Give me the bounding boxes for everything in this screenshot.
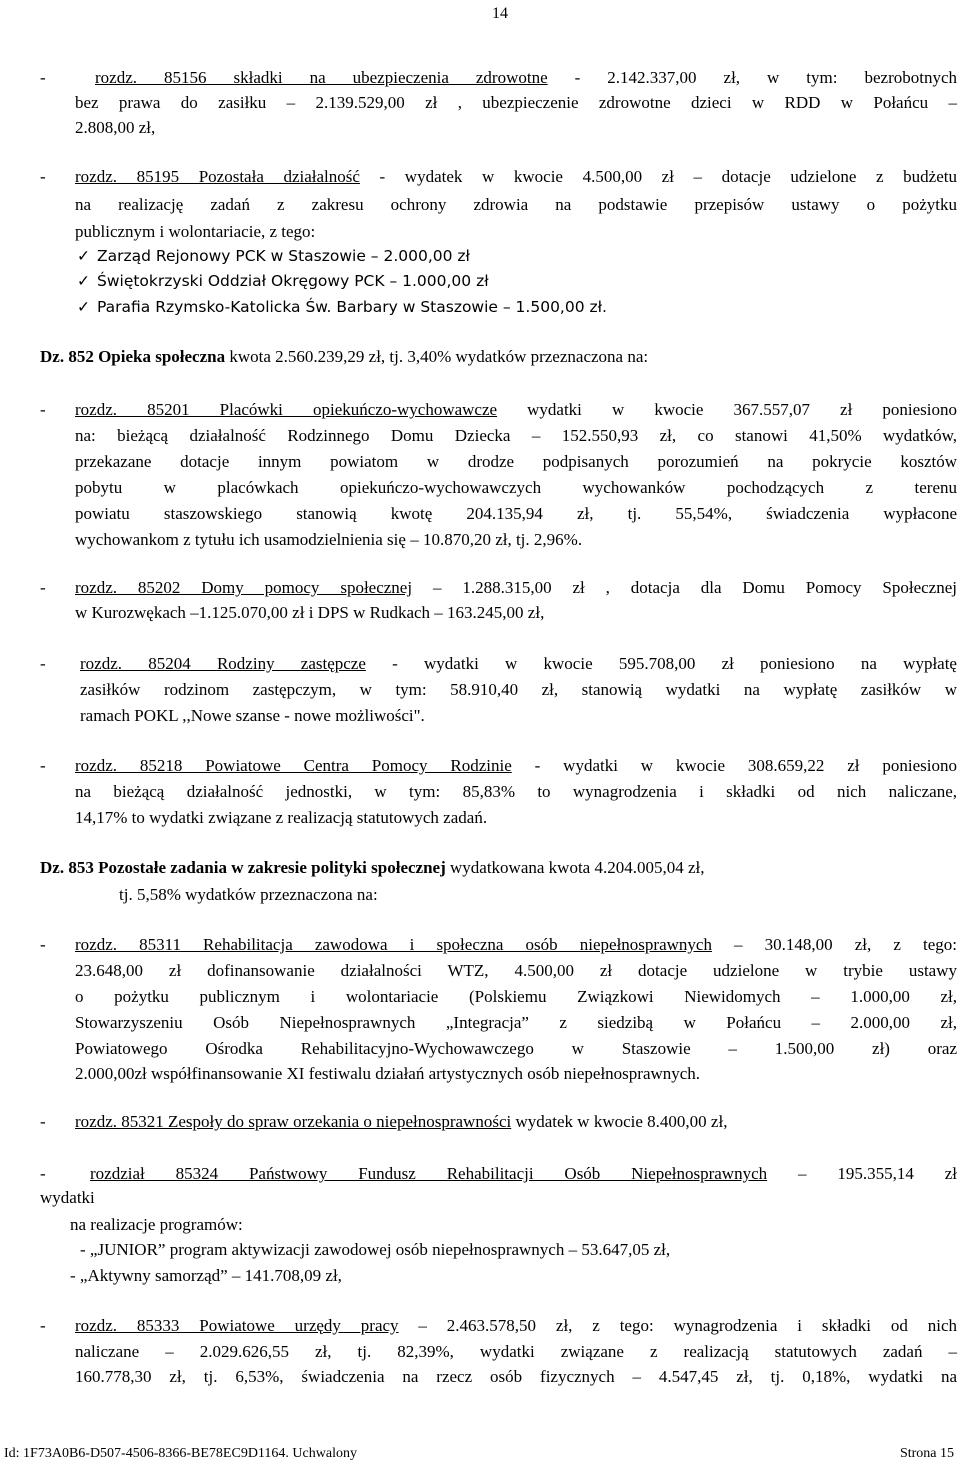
- section-heading-853: [40, 856, 705, 879]
- item-85333-line3: 160.778,30 zł, tj. 6,53%, świadczenia na rzecz osób fizycznych – 4.547,45 zł, tj. 0,18%, wydatki na: [75, 1367, 957, 1386]
- footer-page-label: Strona 15: [899, 1446, 954, 1461]
- item-85156-line3: 2.808,00 zł,: [75, 118, 156, 137]
- item-85204-line2: zasiłków rodzinom zastępczym, w tym: 58.910,40 zł, stanowią wydatki na wypłatę zasiłków w: [80, 680, 957, 699]
- item-85324-line4: - „JUNIOR” program aktywizacji zawodowej osób niepełnosprawnych – 53.647,05 zł,: [80, 1240, 671, 1259]
- item-85311-line2: 23.648,00 zł dofinansowanie działalności WTZ, 4.500,00 zł dotacje udzielone w trybie ustawy: [75, 961, 957, 980]
- item-85324-line2: wydatki: [40, 1188, 95, 1207]
- section-text: wydatkowana kwota 4.204.005,04 zł,: [445, 858, 705, 877]
- section-title: Dz. 853 Pozostałe zadania w zakresie polityki społecznej: [40, 858, 446, 877]
- item-85201-line2: na: bieżącą działalność Rodzinnego Domu Dziecka – 152.550,93 zł, co stanowi 41,50% wydatków,: [75, 426, 957, 445]
- check-item: [77, 245, 470, 268]
- item-text: – 1.288.315,00 zł , dotacja dla Domu Pomocy Społecznej: [412, 578, 957, 597]
- section-heading-852: [40, 345, 648, 368]
- item-85333-line2: naliczane – 2.029.626,55 zł, tj. 82,39%, wydatki związane z realizacją statutowych zadań –: [75, 1342, 957, 1361]
- item-85218-line3: 14,17% to wydatki związane z realizacją statutowych zadań.: [75, 808, 488, 827]
- item-dash: -: [40, 1316, 46, 1335]
- item-85218-line2: na bieżącą działalność jednostki, w tym: 85,83% to wynagrodzenia i składki od nich naliczane,: [75, 782, 957, 801]
- checkmark-icon: ✓: [77, 272, 90, 290]
- check-text: Świętokrzyski Oddział Okręgowy PCK – 1.000,00 zł: [97, 272, 489, 290]
- check-text: Zarząd Rejonowy PCK w Staszowie – 2.000,00 zł: [97, 247, 470, 265]
- item-dash: -: [40, 1112, 46, 1131]
- item-85311-line3: o pożytku publicznym i wolontariacie (Polskiemu Związkowi Niewidomych – 1.000,00 zł,: [75, 987, 957, 1006]
- item-85201-line6: wychowankom z tytułu ich usamodzielnienia się – 10.870,20 zł, tj. 2,96%.: [75, 530, 583, 549]
- item-85204-line3: ramach POKL ,,Nowe szanse - nowe możliwości".: [80, 706, 425, 725]
- page-number: 14: [492, 5, 508, 22]
- item-text: - wydatki w kwocie 595.708,00 zł poniesiono na wypłatę: [365, 654, 957, 673]
- section-link-85333[interactable]: rozdz. 85333 Powiatowe urzędy pracy: [75, 1316, 399, 1335]
- item-85311-line5: Powiatowego Ośrodka Rehabilitacyjno-Wychowawczego w Staszowie – 1.500,00 zł) oraz: [75, 1039, 957, 1058]
- item-85201-line5: powiatu staszowskiego stanowią kwotę 204.135,94 zł, tj. 55,54%, świadczenia wypłacone: [75, 504, 957, 523]
- footer-document-id: Id: 1F73A0B6-D507-4506-8366-BE78EC9D1164. Uchwalony: [4, 1446, 357, 1461]
- item-85324-line1: [90, 1162, 957, 1185]
- item-85324-line5: - „Aktywny samorząd” – 141.708,09 zł,: [70, 1266, 342, 1285]
- section-link-85324[interactable]: rozdział 85324 Państwowy Fundusz Rehabilitacji Osób Niepełnosprawnych: [90, 1164, 768, 1183]
- item-85311-line1: [75, 933, 957, 956]
- section-link-85218[interactable]: rozdz. 85218 Powiatowe Centra Pomocy Rodzinie: [75, 756, 512, 775]
- checkmark-icon: ✓: [77, 298, 90, 316]
- item-text: - wydatki w kwocie 308.659,22 zł poniesiono: [511, 756, 957, 775]
- item-85333-line1: [75, 1314, 957, 1337]
- section-link-85204[interactable]: rozdz. 85204 Rodziny zastępcze: [80, 654, 366, 673]
- check-item: [77, 270, 489, 293]
- section-link-85311[interactable]: rozdz. 85311 Rehabilitacja zawodowa i społeczna osób niepełnosprawnych: [75, 935, 712, 954]
- item-85321-line1: [75, 1110, 727, 1133]
- item-text: - 2.142.337,00 zł, w tym: bezrobotnych: [547, 68, 957, 87]
- item-85204-line1: [80, 652, 957, 675]
- item-text: wydatek w kwocie 8.400,00 zł,: [511, 1112, 728, 1131]
- item-text: - wydatek w kwocie 4.500,00 zł – dotacje udzielone z budżetu: [359, 167, 957, 186]
- item-dash: -: [40, 1164, 46, 1183]
- section-link-85156[interactable]: rozdz. 85156 składki na ubezpieczenia zdrowotne: [95, 68, 548, 87]
- section-link-85202[interactable]: rozdz. 85202 Domy pomocy społecznej: [75, 578, 413, 597]
- item-85201-line3: przekazane dotacje innym powiatom w drodze podpisanych porozumień na pokrycie kosztów: [75, 452, 957, 471]
- item-dash: -: [40, 756, 46, 775]
- item-text: wydatki w kwocie 367.557,07 zł poniesiono: [497, 400, 957, 419]
- item-dash: -: [40, 167, 46, 186]
- item-dash: -: [40, 400, 46, 419]
- item-85311-line4: Stowarzyszeniu Osób Niepełnosprawnych „Integracja” z siedzibą w Połańcu – 2.000,00 zł,: [75, 1013, 957, 1032]
- section-link-85201[interactable]: rozdz. 85201 Placówki opiekuńczo-wychowawcze: [75, 400, 498, 419]
- check-item: [77, 296, 607, 319]
- item-dash: -: [40, 68, 46, 87]
- item-text: – 195.355,14 zł: [767, 1164, 957, 1183]
- item-85195-line1: [75, 165, 957, 188]
- section-heading-853-line2: tj. 5,58% wydatków przeznaczona na:: [119, 885, 378, 904]
- item-85201-line4: pobytu w placówkach opiekuńczo-wychowawczych wychowanków pochodzących z terenu: [75, 478, 957, 497]
- item-85324-line3: na realizacje programów:: [70, 1215, 243, 1234]
- section-link-85321[interactable]: rozdz. 85321 Zespoły do spraw orzekania o niepełnosprawności: [75, 1112, 512, 1131]
- item-85311-line6: 2.000,00zł współfinansowanie XI festiwalu działań artystycznych osób niepełnosprawnych.: [75, 1064, 701, 1083]
- check-text: Parafia Rzymsko-Katolicka Św. Barbary w Staszowie – 1.500,00 zł.: [97, 298, 607, 316]
- item-text: – 30.148,00 zł, z tego:: [711, 935, 957, 954]
- item-85156-line2: bez prawa do zasiłku – 2.139.529,00 zł , ubezpieczenie zdrowotne dzieci w RDD w Połańcu –: [75, 93, 957, 112]
- item-text: – 2.463.578,50 zł, z tego: wynagrodzenia i składki od nich: [398, 1316, 957, 1335]
- item-dash: -: [40, 578, 46, 597]
- item-85202-line2: w Kurozwękach –1.125.070,00 zł i DPS w Rudkach – 163.245,00 zł,: [75, 603, 545, 622]
- section-link-85195[interactable]: rozdz. 85195 Pozostała działalność: [75, 167, 360, 186]
- item-85201-line1: [75, 398, 957, 421]
- section-title: Dz. 852 Opieka społeczna: [40, 347, 226, 366]
- section-text: kwota 2.560.239,29 zł, tj. 3,40% wydatków przeznaczona na:: [225, 347, 649, 366]
- item-85156-line1: [95, 66, 957, 89]
- item-85195-line2: na realizację zadań z zakresu ochrony zdrowia na podstawie przepisów ustawy o pożytku: [75, 195, 957, 214]
- item-dash: -: [40, 935, 46, 954]
- checkmark-icon: ✓: [77, 247, 90, 265]
- item-85195-line3: publicznym i wolontariacie, z tego:: [75, 222, 316, 241]
- item-dash: -: [40, 654, 46, 673]
- item-85202-line1: [75, 576, 957, 599]
- item-85218-line1: [75, 754, 957, 777]
